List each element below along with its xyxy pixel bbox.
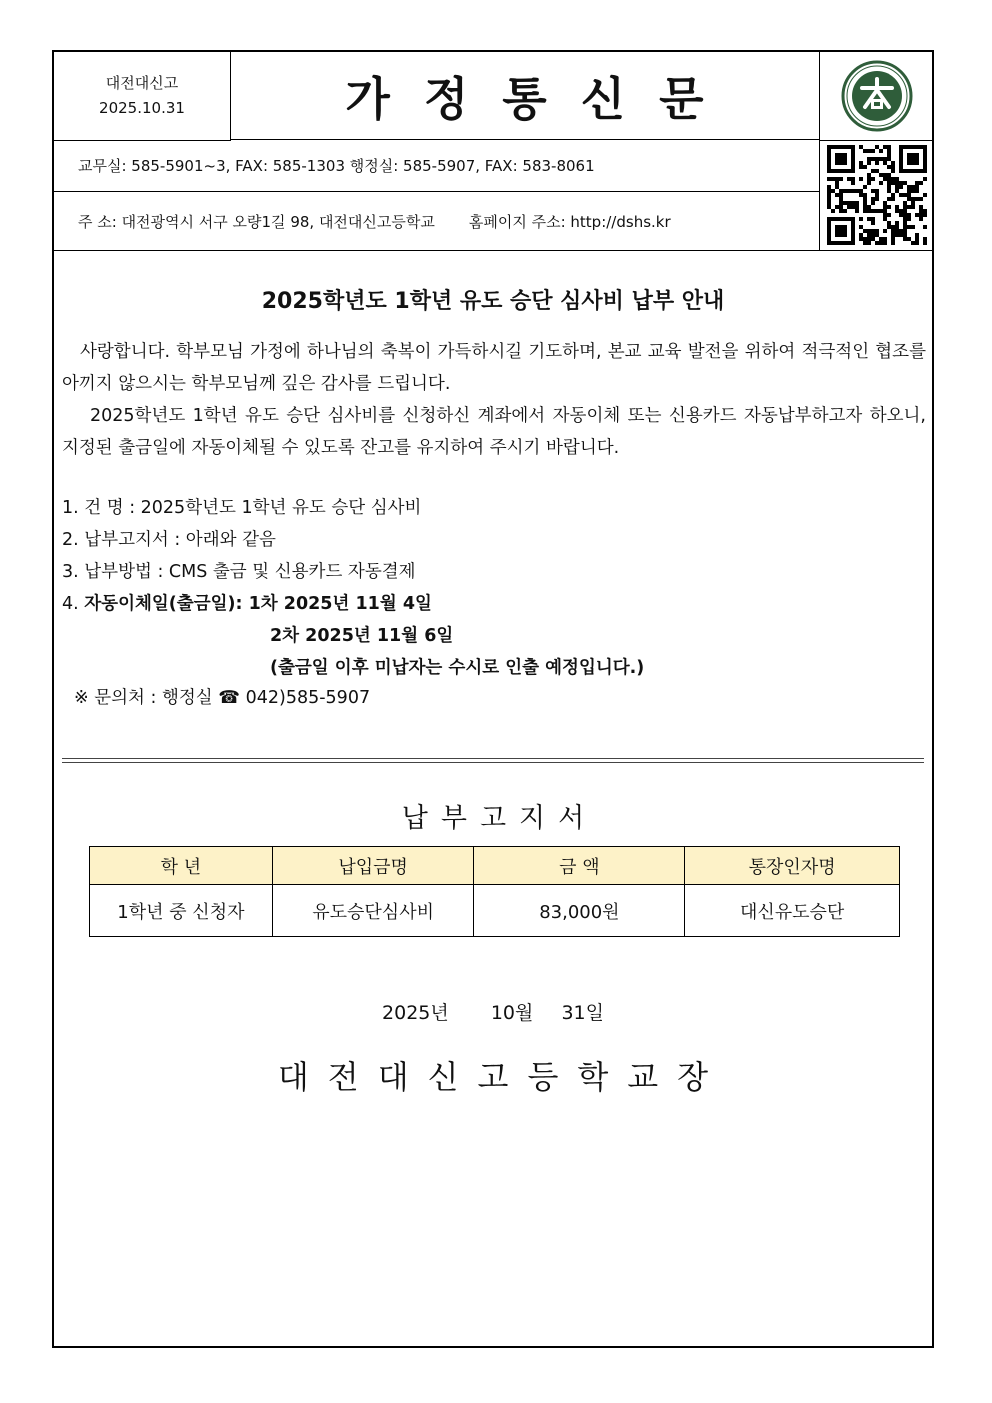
item-withdrawal [62,588,644,620]
bill-header-item: 납입금명 [272,847,474,885]
item-withdrawal-number: 4. [62,594,79,614]
footer-day: 31일 [561,1002,604,1024]
inquiry-contact: ※ 문의처 : 행정실 ☎ 042)585-5907 [74,688,371,708]
school-principal: 대전대신고등학교장 [277,1058,728,1096]
item-list [62,492,644,684]
footer-year: 2025년 [382,1002,449,1024]
document-frame [52,50,934,1348]
school-emblem-icon [819,52,933,141]
item-withdrawal-note: (출금일 이후 미납자는 수시로 인출 예정입니다.) [270,658,645,678]
bill-header-account-name: 통장인자명 [685,847,900,885]
bill-cell-grade: 1학년 중 신청자 [90,885,273,937]
item-withdrawal-second: 2차 2025년 11월 6일 [270,626,454,646]
bill-cell-account-name: 대신유도승단 [685,885,900,937]
item-method: 3. 납부방법 : CMS 출금 및 신용카드 자동결제 [62,562,416,582]
section-divider [62,758,924,759]
item-title: 1. 건 명 : 2025학년도 1학년 유도 승단 심사비 [62,498,422,518]
section-divider-inner [62,762,924,763]
header-issuer [54,52,231,141]
school-short-name: 대전대신고 [105,74,179,92]
bill-header-amount: 금 액 [474,847,685,885]
qr-code-icon[interactable] [819,140,933,250]
notice-paragraph-2: 2025학년도 1학년 유도 승단 심사비를 신청하신 계좌에서 자동이체 또는 신용카드 자동납부하고자 하오니, 지정된 출금일에 자동이체될 수 있도록 잔고를 유지하여 주시기 바랍니다. [62,406,926,458]
homepage-text[interactable]: 홈페이지 주소: http://dshs.kr [468,212,671,231]
address-text: 주 소: 대전광역시 서구 오량1길 98, 대전대신고등학교 [78,212,435,231]
bill-title: 납부고지서 [401,803,598,834]
header-divider [54,250,932,251]
item-bill: 2. 납부고지서 : 아래와 같음 [62,530,276,550]
page-title: 가정통신문 [230,52,819,140]
issue-date: 2025.10.31 [99,99,185,117]
table-row [90,885,900,937]
bill-cell-item: 유도승단심사비 [272,885,474,937]
bill-cell-amount: 83,000원 [474,885,685,937]
bill-table [89,846,900,937]
footer-date [54,998,932,1025]
notice-paragraph-1: 사랑합니다. 학부모님 가정에 하나님의 축복이 가득하시길 기도하며, 본교 교육 발전을 위하여 적극적인 협조를 아끼지 않으시는 학부모님께 깊은 감사를 드립니다. [62,342,926,394]
bill-header-grade: 학 년 [90,847,273,885]
notice-title: 2025학년도 1학년 유도 승단 심사비 납부 안내 [261,289,725,314]
item-withdrawal-label: 자동이체일(출금일): 1차 2025년 11월 4일 [84,594,432,614]
footer-month: 10월 [490,1002,534,1024]
bill-header-row [90,847,900,885]
contact-info: 교무실: 585-5901~3, FAX: 585-1303 행정실: 585-5907, FAX: 583-8061 [54,140,819,192]
address-row [54,192,819,250]
